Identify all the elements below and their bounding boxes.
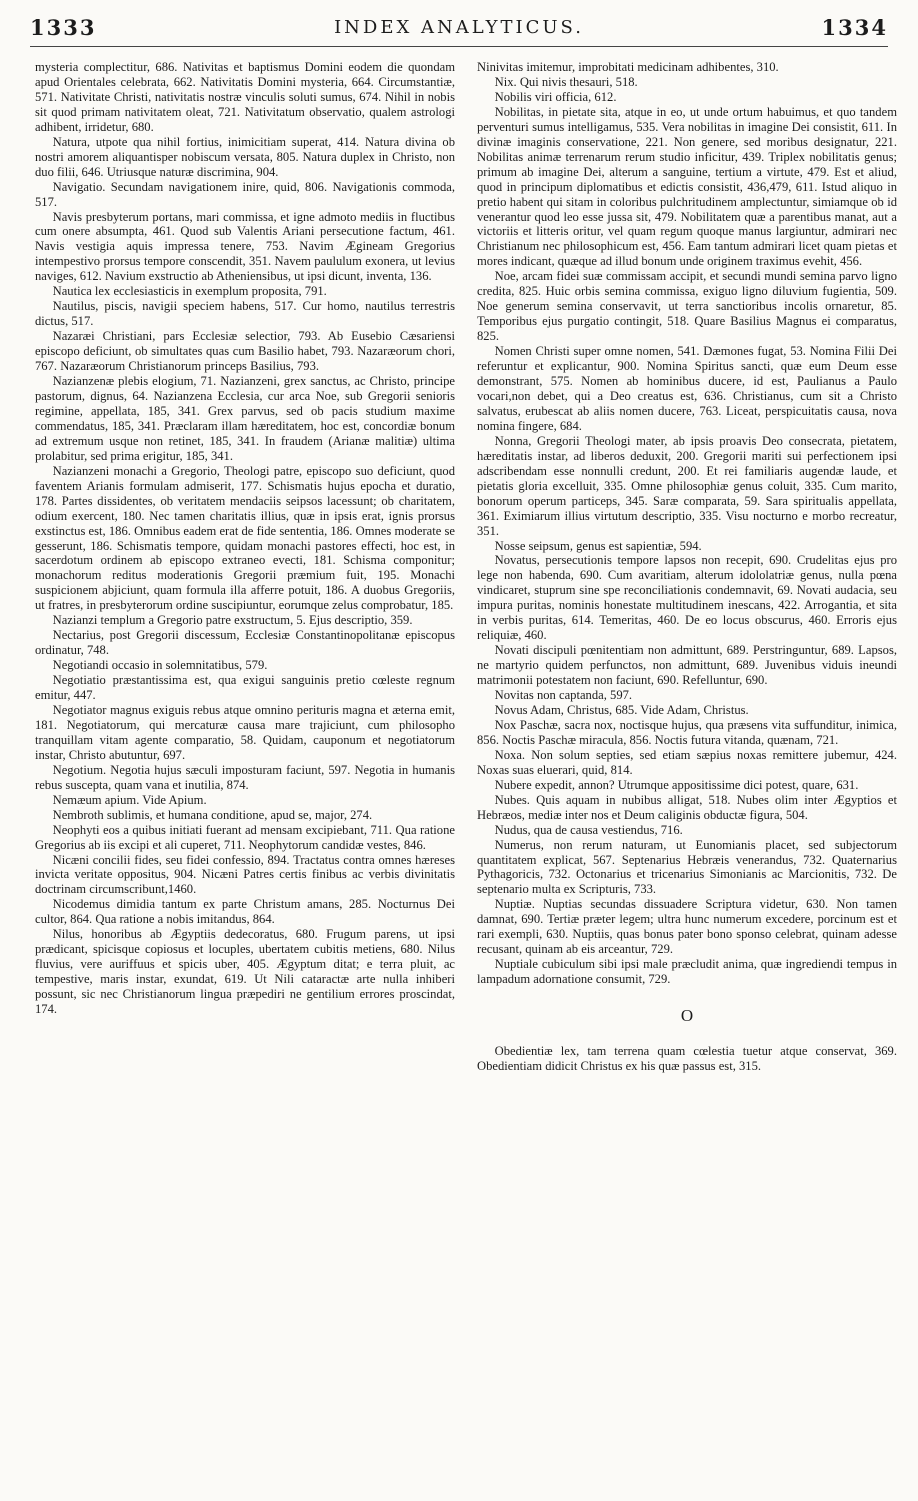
index-entry: Novus Adam, Christus, 685. Vide Adam, Christus.	[494, 702, 749, 717]
index-entry: Novati discipuli pœnitentiam non admittunt, 689. Perstringuntur, 689. Lapsos, ne martyrio quidem perfunctos, non admittunt, 689. Juvenibus viduis ineundi matrimonii potestatem non faciunt, 690. Refelluntur, 690.	[477, 643, 897, 688]
right-column	[477, 60, 897, 1074]
index-entry: Neophyti eos a quibus initiati fuerant ad mensam excipiebant, 711. Qua ratione Gregorius ab iis excipi et ali cuperet, 711. Neophytorum candidæ vestes, 846.	[35, 822, 455, 852]
index-entry: Ninivitas imitemur, improbitati medicinam adhibentes, 310.	[477, 60, 779, 74]
index-entry: Obedientiæ lex, tam terrena quam cœlestia tuetur atque conservat, 369. Obedientiam didicit Christus ex his quæ passus est, 315.	[477, 1044, 897, 1073]
index-entry: Nix. Qui nivis thesauri, 518.	[494, 74, 638, 89]
section-letter: O	[680, 1006, 694, 1026]
page-header	[30, 12, 888, 42]
index-entry: Negotiator magnus exiguis rebus atque omnino perituris magna et æterna emit, 181. Negotiatorum, qui mercaturæ causa mare trajiciunt, cum philosopho tranquillam vitam agente comparatio, 58. Quidam, cauponum et negotiatorum instar, Christo abutuntur, 697.	[35, 702, 455, 762]
page-number-left: 1333	[30, 14, 97, 40]
index-entry: Nobilis viri officia, 612.	[494, 89, 617, 104]
index-entry: Numerus, non rerum naturam, ut Eunomianis placet, sed subjectorum quantitatem explicat, 567. Septenarius Hebræis venerandus, 732. Quaternarius Pythagoricis, 732. Octonarius et tricenarius Simonianis ac Marcionitis, 732. De septenario multa ex Scripturis, 733.	[477, 837, 897, 897]
index-entry: Nubes. Quis aquam in nubibus alligat, 518. Nubes olim inter Ægyptios et Hebræos, mediæ inter nos et Deum caliginis obductæ figura, 504.	[477, 792, 897, 822]
index-entry: Noxa. Non solum septies, sed etiam sæpius noxas remittere jubemur, 424. Noxas suas eluerari, quid, 814.	[477, 747, 897, 777]
index-entry: Nicæni concilii fides, seu fidei confessio, 894. Tractatus contra omnes hæreses invicta veritate oppositus, 904. Nicæni Patres certis finibus ac verbis divinitatis doctrinam circumscribunt,1460.	[35, 852, 455, 897]
index-entry: Nomen Christi super omne nomen, 541. Dæmones fugat, 53. Nomina Filii Dei referuntur et explicantur, 900. Nomina Spiritus sancti, quæ eum Deum esse demonstrant, 575. Nomen ab hominibus ducere, id est, Paulianus a Paulo vocari,non debet, qui a Deo creatus est, 636. Christianus, cum sit a Christo salvatus, erubescat ab aliis nomen ducere, 763. Liceat, perspicuitatis causa, nova nomina fingere, 684.	[477, 344, 897, 433]
index-entry: Nuptiæ. Nuptias secundas dissuadere Scriptura videtur, 630. Non tamen damnat, 690. Tertiæ præter legem; ultra hunc numerum excedere, porcinum est et rari exempli, 630. Nuptiis, quas bonus pater bono sponso celebrat, quinam adesse recusant, quinam ab eis arceantur, 729.	[477, 897, 897, 957]
index-entry: Nazianzenæ plebis elogium, 71. Nazianzeni, grex sanctus, ac Christo, principe pastorum, dignus, 64. Nazianzena Ecclesia, cur arca Noe, sub Gregorii senioris regimine, appellata, 185, 341. Grex parvus, sed ob pacis studium maxime commendatus, 185, 341. Præclaram illam hæreditatem, hoc est, concordiæ bonum ad extremum usque non retinet, 185, 341. In fraudem (Arianæ malitiæ) ultima prolabitur, sed prima erigitur, 185, 341.	[35, 374, 455, 463]
index-entry: Nuptiale cubiculum sibi ipsi male præcludit anima, quæ ingrediendi tempus in lampadum adornatione consumit, 729.	[477, 957, 897, 987]
index-entry: mysteria complectitur, 686. Nativitas et baptismus Domini eodem die quondam apud Orientales celebrata, 662. Nativitatis Domini mysteria, 664. Circumstantiæ, 571. Nativitate Christi, nativitatis nostræ vinculis soluti sumus, 674. Nihil in nobis sit quod primam nativitatem oleat, 721. Nativitatum observatio, qualem astrologi adhibent, irridetur, 680.	[35, 60, 455, 134]
index-entry: Noe, arcam fidei suæ commissam accipit, et secundi mundi semina parvo ligno credita, 825. Huic orbis semina commissa, exiguo ligno diluvium fugientia, 509. Noe generum semina conservavit, ut terra sanctioribus incolis ornaretur, 85. Temporibus ejus purgatio contingit, 518. Quare Basilius Magnus ei comparatus, 825.	[477, 269, 897, 344]
left-column	[35, 60, 455, 1017]
index-entry: Nazianzi templum a Gregorio patre exstructum, 5. Ejus descriptio, 359.	[52, 613, 413, 628]
index-entry: Nonna, Gregorii Theologi mater, ab ipsis proavis Deo consecrata, pietatem, hæreditatis instar, ad liberos deduxit, 200. Gregorii mariti sui perfectionem ipsi adscribendam esse nonnulli credunt, 200. Et rei familiaris augendæ laude, et pietatis gloria excelluit, 335. Omne philosophiæ genus coluit, 335. Cum marito, bonorum operum particeps, 345. Saræ comparata, 59. Sara spiritualis appellata, 361. Eximiarum illius virtutum descriptio, 335. Visu nocturno e morbo recreatur, 351.	[477, 433, 897, 538]
index-entry: Negotium. Negotia hujus sæculi imposturam faciunt, 597. Negotia in humanis rebus suscepta, quam vana et inutilia, 874.	[35, 762, 455, 792]
running-title: INDEX ANALYTICUS.	[334, 16, 584, 38]
index-entry: Natura, utpote qua nihil fortius, inimicitiam superat, 414. Natura divina ob nostri amorem aliquantisper nobiscum versata, 805. Natura duplex in Christo, non duo filii, 646. Utriusque naturæ discrimina, 904.	[35, 134, 455, 179]
index-entry: Navigatio. Secundam navigationem inire, quid, 806. Navigationis commoda, 517.	[35, 179, 455, 209]
index-entry: Nectarius, post Gregorii discessum, Ecclesiæ Constantinopolitanæ episcopus ordinatur, 748.	[35, 628, 455, 658]
index-entry: Nembroth sublimis, et humana conditione, apud se, major, 274.	[52, 807, 373, 822]
index-entry: Nemæum apium. Vide Apium.	[52, 792, 207, 807]
index-entry: Navis presbyterum portans, mari commissa, et igne admoto mediis in fluctibus cum onere absumpta, 461. Quod sub Valentis Ariani persecutione factum, 461. Navis vestigia aquis impressa tenere, 753. Navim Ægineam Gregorius intempestivo prorsus tempore conscendit, 351. Navem paululum exonera, ut levius naviges, 612. Navium exstructio ab Atheniensibus, ut ipsi dicunt, inventa, 136.	[35, 209, 455, 284]
index-entry: Nilus, honoribus ab Ægyptiis dedecoratus, 680. Frugum parens, ut ipsi prædicant, spicisque copiosus et locuples, ubertatem cubitis metiens, 680. Nilus fluvius, vere auriffuus et spicis uber, 405. Ægyptum ditat; e terra pluit, ac tempestive, maris instar, exundat, 619. Ut Nili cataractæ arte nulla inhiberi possunt, sic nec Christianorum lingua præpediri ne gentilium errores proscindat, 174.	[35, 927, 455, 1017]
index-entry: Negotiandi occasio in solemnitatibus, 579.	[52, 658, 268, 673]
index-entry: Novitas non captanda, 597.	[494, 688, 633, 703]
index-entry: Nazianzeni monachi a Gregorio, Theologi patre, episcopo suo deficiunt, quod faventem Arianis formulam admiserit, 177. Schismatis hujus epocha et duratio, 178. Partes dissidentes, ob veritatem mendaciis seipsos lacessunt; ob charitatem, odium exercent, 180. Nec tamen charitatis illius, quæ in ipsis erat, ignis prorsus exstinctus est, 186. Omnibus eadem erat de fide sententia, 186. Omnes moderate se gesserunt, 186. Schismatis tempore, quidam monachi pastores effecti, hoc est, in sacerdotum ordinem ab episcopo extraneo evecti, 181. Schisma componitur; monachorum reditus moderationis Gregorii præmium fuit, 195. Monachi suspicionem abjiciunt, quam formula illa afferre potuit, 186. A duobus Gregoriis, ut fratres, in presbyterorum ordine suscipiuntur, eorumque zelus comprobatur, 185.	[35, 463, 455, 613]
index-entry: Nautica lex ecclesiasticis in exemplum proposita, 791.	[52, 284, 327, 299]
index-entry: Negotiatio præstantissima est, qua exigui sanguinis pretio cœleste regnum emitur, 447.	[35, 673, 455, 703]
index-entry: Nosse seipsum, genus est sapientiæ, 594.	[494, 538, 702, 553]
index-entry: Novatus, persecutionis tempore lapsos non recepit, 690. Crudelitas ejus pro lege non habenda, 690. Cum avaritiam, alterum idololatriæ genus, nulla pœna vindicaret, stuprum sine spe reconciliationis condemnavit, 69. Novati audacia, seu impura puritas, nominis honestate multitudinem inescans, 422. Arrogantia, et sita in verbis puritas, 614. Temeritas, 460. De eo locus obscurus, 460. Erroris ejus reliquiæ, 460.	[477, 553, 897, 643]
index-entry: Nubere expedit, annon? Utrumque appositissime dici potest, quare, 631.	[494, 777, 859, 792]
index-entry: Nobilitas, in pietate sita, atque in eo, ut unde ortum habuimus, et quo tandem perventuri sumus intelligamus, 535. Vera nobilitas in imagine Dei consistit, 611. In divinæ imaginis conservatione, 221. Non genere, sed moribus designatur, 221. Nobilitas animæ terrenarum rerum studio inficitur, 439. Triplex nobilitatis genus; primum ab imagine Dei, alterum a sanguine, tertium a virtute, 479. Est et aliud, quod in principum diplomatibus et edictis consistit, 436,479, 611. Istud aliquo in pretio habent qui sitam in coloribus pulchritudinem amplectuntur, simiamque ob id venerantur quod leo esse jussa sit, 479. Nobilitatem quæ a parentibus manat, aut a victoriis et litteris oritur, vel quam regum quoque manus largiuntur, admirari nec Christianum nec philosophicum est, 456. Eam tantum admirari licet quam pietas et mores indicant, quæque ad illud bonum unde originem traximus evehit, 456.	[477, 104, 897, 269]
index-entry: Nudus, qua de causa vestiendus, 716.	[494, 822, 683, 837]
section-o-entries	[477, 1044, 897, 1074]
index-entry: Nazaræi Christiani, pars Ecclesiæ selectior, 793. Ab Eusebio Cæsariensi episcopo deficiunt, ob simultates quas cum Basilio habet, 793. Nazaræorum chori, 767. Nazaræorum Christianorum princeps Basilius, 793.	[35, 329, 455, 374]
index-entry: Nox Paschæ, sacra nox, noctisque hujus, qua præsens vita suffunditur, inimica, 856. Noctis Paschæ miracula, 856. Noctis futura vitanda, quænam, 721.	[477, 717, 897, 747]
index-entry: Nicodemus dimidia tantum ex parte Christum amans, 285. Nocturnus Dei cultor, 864. Qua ratione a nobis imitandus, 864.	[35, 897, 455, 927]
header-rule	[30, 46, 888, 47]
index-entry: Nautilus, piscis, navigii speciem habens, 517. Cur homo, nautilus terrestris dictus, 517.	[35, 299, 455, 329]
page-number-right: 1334	[821, 14, 888, 40]
